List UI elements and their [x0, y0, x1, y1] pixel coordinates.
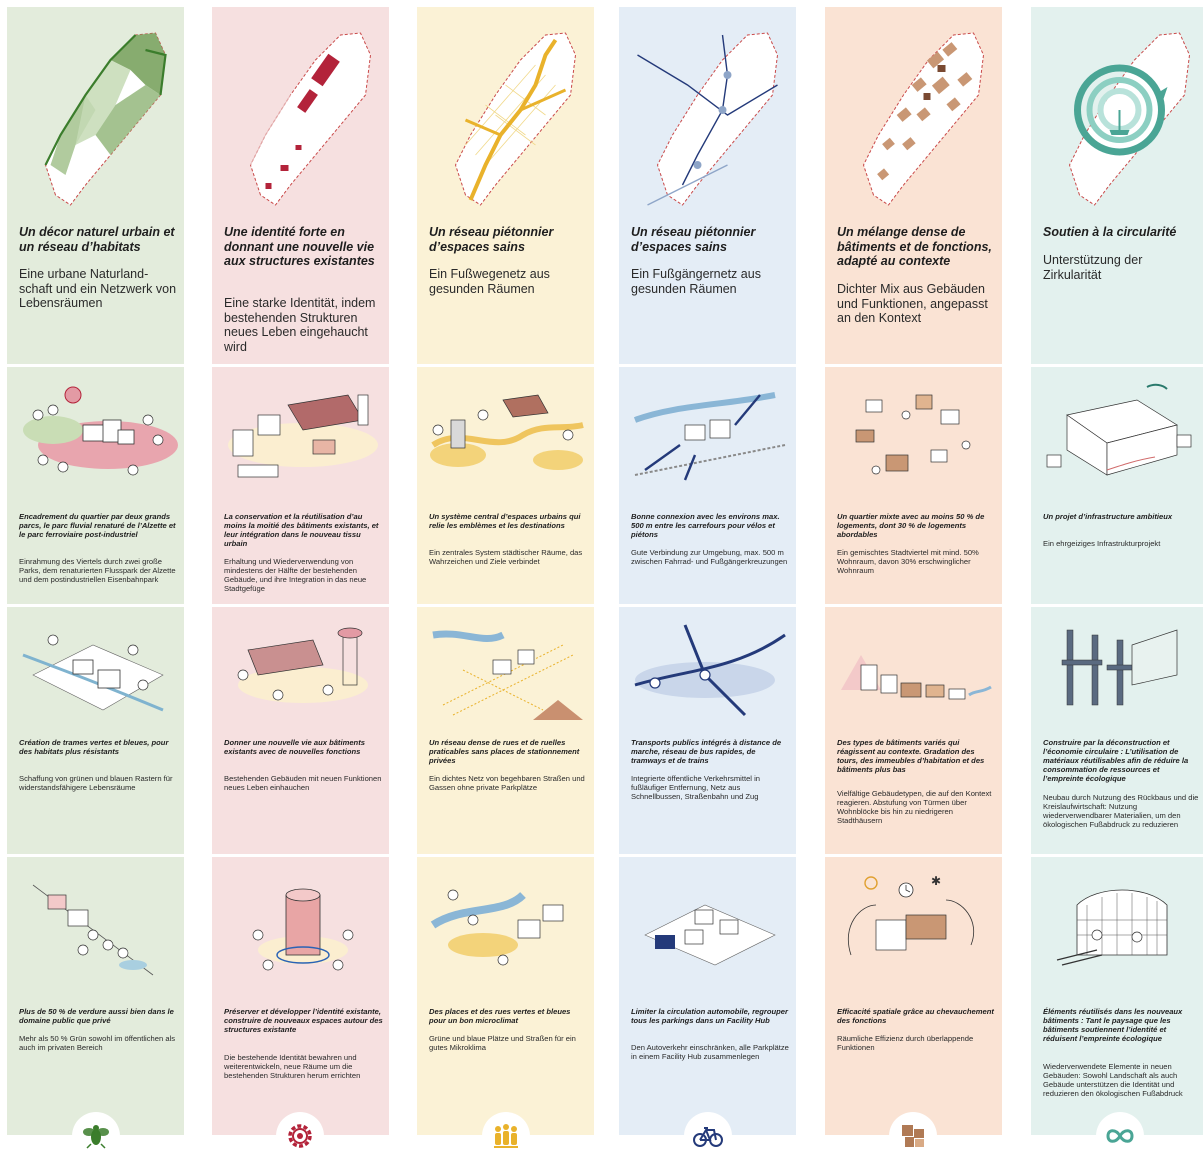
- illustration-greenery: [13, 865, 178, 985]
- illustration-connections: [625, 375, 790, 495]
- item-title-fr: Un projet d’infrastructure ambitieux: [1043, 512, 1173, 521]
- bee-icon: [80, 1120, 112, 1152]
- illustration-parks: [13, 375, 178, 495]
- header-subtitle-de: Eine urbane Naturland-schaft und ein Netzwerk von Lebensräumen: [19, 267, 177, 310]
- item-panel-3: [417, 857, 594, 1135]
- badge-circular: [1096, 1112, 1144, 1160]
- item-text-de: Schaffung von grünen und blauen Rastern für widerstandsfähigere Lebensräume: [19, 774, 173, 792]
- header-title-fr: Un mélange dense de bâtiments et de fonctions, adapté au contexte: [837, 225, 992, 268]
- header-panel: [1031, 7, 1203, 364]
- illustration-urban-spaces: [423, 375, 588, 495]
- column-pedestrian: [417, 7, 594, 1135]
- item-text-de: Ein ehrgeiziges Infrastrukturprojekt: [1043, 539, 1161, 548]
- header-panel: [7, 7, 184, 364]
- item-title-fr: Création de trames vertes et bleues, pour des habitats plus résistants: [19, 738, 169, 756]
- header-title-fr: Un réseau piétonnier d’espaces sains: [631, 225, 756, 254]
- item-title-fr: Des places et des rues vertes et bleues pour un bon microclimat: [429, 1007, 571, 1025]
- item-title-fr: Un quartier mixte avec au moins 50 % de logements, dont 30 % de logements abordables: [837, 512, 985, 539]
- header-subtitle-de: Eine starke Identität, indem bestehenden Strukturen neues Leben eingehaucht wird: [224, 296, 376, 354]
- illustration-building-types: [831, 615, 996, 735]
- header-subtitle-de: Ein Fußwegenetz aus gesunden Räumen: [429, 267, 550, 296]
- badge-identity: [276, 1112, 324, 1160]
- site-map-identity: [220, 15, 381, 213]
- item-panel-1: [1031, 367, 1203, 604]
- site-map-pedestrian: [425, 15, 586, 213]
- item-panel-2: [1031, 607, 1203, 854]
- site-map-mix: [833, 15, 994, 213]
- item-panel-2: [417, 607, 594, 854]
- item-panel-1: [7, 367, 184, 604]
- illustration-facility-hub: [625, 865, 790, 985]
- illustration-reuse: [218, 375, 383, 495]
- item-title-fr: Encadrement du quartier par deux grands parcs, le parc fluvial renaturé de l’Alzette et le parc ferroviaire post-industriel: [19, 512, 176, 539]
- header-panel: [212, 7, 389, 364]
- item-panel-3: [825, 857, 1002, 1135]
- gear-icon: [284, 1120, 316, 1152]
- item-panel-2: [212, 607, 389, 854]
- item-panel-3: [619, 857, 796, 1135]
- item-title-fr: Efficacité spatiale grâce au chevauchement des fonctions: [837, 1007, 994, 1025]
- illustration-green-blue-grid: [13, 615, 178, 735]
- item-title-fr: La conservation et la réutilisation d’au moins la moitié des bâtiments existants, et leur intégration dans le nouveau tissu urbain: [224, 512, 379, 548]
- item-text-de: Integrierte öffentliche Verkehrsmittel in fußläufiger Entfernung, Netz aus Schnellbussen, Straßenbahn und Zug: [631, 774, 761, 801]
- illustration-new-functions: [218, 615, 383, 735]
- item-panel-3: [212, 857, 389, 1135]
- item-text-de: Ein dichtes Netz von begehbaren Straßen und Gassen ohne private Parkplätze: [429, 774, 585, 792]
- item-text-de: Mehr als 50 % Grün sowohl im öffentlichen als auch im privaten Bereich: [19, 1034, 176, 1052]
- illustration-overlapping-functions: [831, 865, 996, 985]
- item-panel-2: [7, 607, 184, 854]
- blocks-icon: [897, 1120, 929, 1152]
- item-title-fr: Transports publics intégrés à distance de marche, réseau de bus rapides, de tramways et de trains: [631, 738, 782, 765]
- item-text-de: Die bestehende Identität bewahren und weiterentwickeln, neue Räume um die bestehenden Strukturen herum errichten: [224, 1053, 361, 1080]
- item-panel-2: [619, 607, 796, 854]
- item-title-fr: Préserver et développer l’identité existante, construire de nouveaux espaces autour des structures existante: [224, 1007, 383, 1034]
- item-text-de: Ein gemischtes Stadtviertel mit mind. 50% Wohnraum, davon 30% erschwinglicher Wohnraum: [837, 548, 979, 575]
- header-panel: [417, 7, 594, 364]
- item-text-de: Vielfältige Gebäudetypen, die auf den Kontext reagieren. Abstufung von Türmen über Wohnblöcke bis hin zu niedrigeren Stadthäusern: [837, 789, 992, 825]
- item-title-fr: Limiter la circulation automobile, regrouper tous les parkings dans un Facility Hub: [631, 1007, 788, 1025]
- header-subtitle-de: Ein Fußgängernetz aus gesunden Räumen: [631, 267, 761, 296]
- item-text-de: Ein zentrales System städtischer Räume, das Wahrzeichen und Ziele verbindet: [429, 548, 583, 566]
- item-title-fr: Un réseau dense de rues et de ruelles praticables sans places de stationnement privées: [429, 738, 580, 765]
- header-title-fr: Un réseau piétonnier d’espaces sains: [429, 225, 554, 254]
- column-circular: [1031, 7, 1203, 1135]
- item-title-fr: Plus de 50 % de verdure aussi bien dans le domaine public que privé: [19, 1007, 174, 1025]
- item-text-de: Räumliche Effizienz durch überlappende Funktionen: [837, 1034, 974, 1052]
- column-mobility: [619, 7, 796, 1135]
- site-map-mobility: [627, 15, 788, 213]
- badge-mobility: [684, 1112, 732, 1160]
- badge-nature: [72, 1112, 120, 1160]
- item-text-de: Gute Verbindung zur Umgebung, max. 500 m zwischen Fahrrad- und Fußgängerkreuzungen: [631, 548, 788, 566]
- badge-pedestrian: [482, 1112, 530, 1160]
- site-map-nature: [15, 15, 176, 213]
- header-title-fr: Une identité forte en donnant une nouvelle vie aux structures existantes: [224, 225, 375, 268]
- item-text-de: Grüne und blaue Plätze und Straßen für ein gutes Mikroklima: [429, 1034, 576, 1052]
- item-title-fr: Bonne connexion avec les environs max. 500 m entre les carrefours pour vélos et piétons: [631, 512, 780, 539]
- item-text-de: Erhaltung und Wiederverwendung von mindestens der Hälfte der bestehenden Gebäude, und ihre Integration in das neue Stadtgefüge: [224, 557, 367, 593]
- illustration-public-transport: [625, 615, 790, 735]
- illustration-tower: [218, 865, 383, 985]
- people-icon: [490, 1120, 522, 1152]
- item-panel-3: [1031, 857, 1203, 1135]
- item-panel-1: [417, 367, 594, 604]
- bicycle-icon: [692, 1120, 724, 1152]
- item-title-fr: Éléments réutilisés dans les nouveaux bâtiments : Tant le paysage que les bâtiments soutiennent l’identité et réduisent l’empreinte écologique: [1043, 1007, 1183, 1043]
- item-title-fr: Construire par la déconstruction et l’économie circulaire : L’utilisation de matériaux réutilisables afin de réduire la consommation de ressources et l’empreinte écologique: [1043, 738, 1189, 783]
- badge-mix: [889, 1112, 937, 1160]
- svg-text:✱: ✱: [931, 874, 942, 888]
- item-title-fr: Un système central d’espaces urbains qui relie les emblèmes et les destinations: [429, 512, 581, 530]
- illustration-reused-elements: [1037, 865, 1202, 985]
- site-map-circular: [1039, 15, 1200, 213]
- header-panel: [619, 7, 796, 364]
- header-subtitle-de: Unterstützung der Zirkularität: [1043, 253, 1143, 282]
- column-nature: [7, 7, 184, 1135]
- header-title-fr: Soutien à la circularité: [1043, 225, 1177, 239]
- illustration-deconstruction: [1037, 615, 1202, 735]
- item-text-de: Bestehenden Gebäuden mit neuen Funktionen neues Leben einhauchen: [224, 774, 382, 792]
- column-mix: [825, 7, 1002, 1135]
- item-text-de: Neubau durch Nutzung des Rückbaus und die Kreislaufwirtschaft: Nutzung wiederverwendbarer Materialien, um den ökologischen Fußabdruck zu reduzieren: [1043, 793, 1199, 829]
- item-text-de: Einrahmung des Viertels durch zwei große Parks, dem renaturierten Flusspark der Alzette und dem postindustriellen Eisenbahnpark: [19, 557, 176, 584]
- item-panel-3: [7, 857, 184, 1135]
- item-panel-1: [212, 367, 389, 604]
- illustration-mixed-quarter: [831, 375, 996, 495]
- illustration-green-squares: [423, 865, 588, 985]
- header-panel: [825, 7, 1002, 364]
- column-identity: [212, 7, 389, 1135]
- item-text-de: Den Autoverkehr einschränken, alle Parkplätze in einem Facility Hub zusammenlegen: [631, 1043, 789, 1061]
- infinity-icon: [1104, 1120, 1136, 1152]
- item-title-fr: Donner une nouvelle vie aux bâtiments existants avec de nouvelles fonctions: [224, 738, 365, 756]
- header-title-fr: Un décor naturel urbain et un réseau d’habitats: [19, 225, 175, 254]
- item-panel-1: [825, 367, 1002, 604]
- illustration-infrastructure: [1037, 375, 1202, 495]
- item-text-de: Wiederverwendete Elemente in neuen Gebäuden: Sowohl Landschaft als auch Gebäude unterstützen die Identität und reduzieren den ökologischen Fußabdruck: [1043, 1062, 1183, 1098]
- item-panel-1: [619, 367, 796, 604]
- header-subtitle-de: Dichter Mix aus Gebäuden und Funktionen, angepasst an den Kontext: [837, 282, 988, 325]
- illustration-street-network: [423, 615, 588, 735]
- item-panel-2: [825, 607, 1002, 854]
- item-title-fr: Des types de bâtiments variés qui réagissent au contexte. Gradation des tours, des immeubles d’habitation et des bâtiments plus bas: [837, 738, 985, 774]
